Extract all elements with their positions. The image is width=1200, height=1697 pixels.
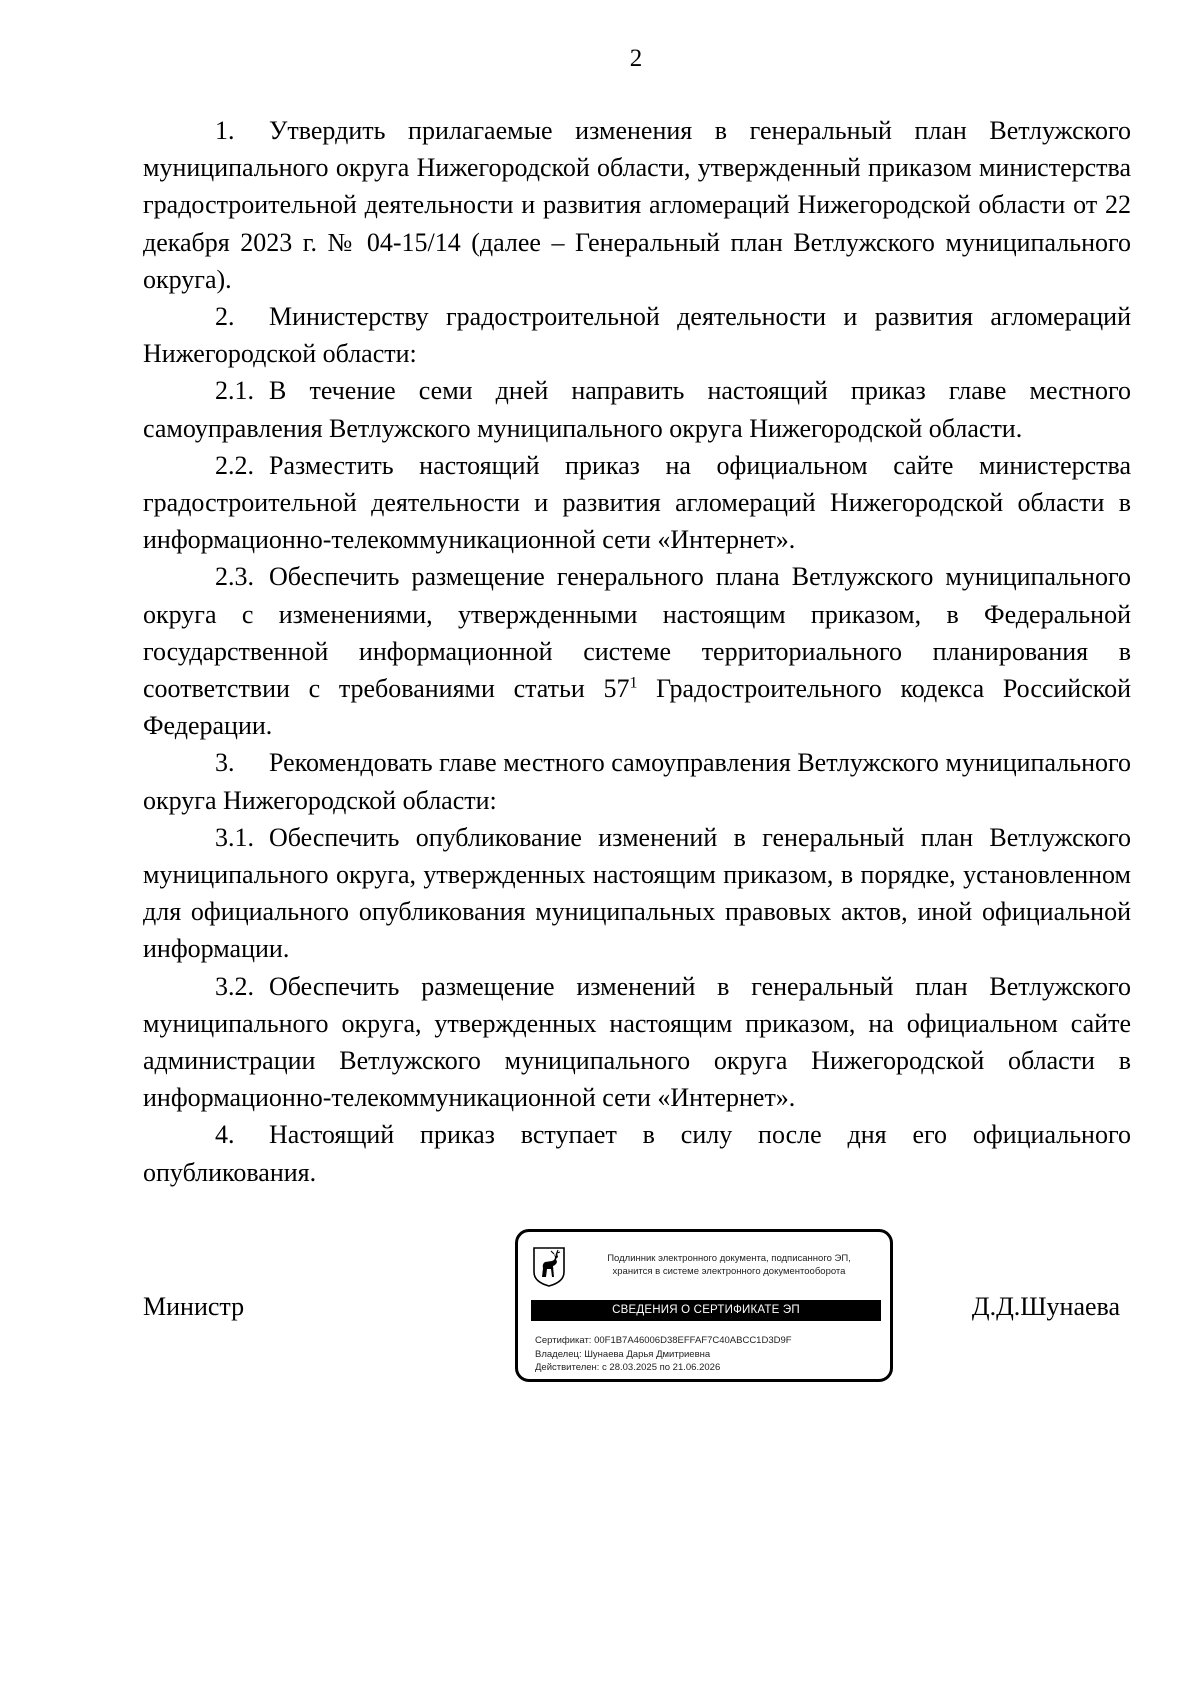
paragraph-4: [143, 1116, 1131, 1190]
paragraph-text: В течение семи дней направить настоящий приказ главе местного самоуправления Ветлужского муниципального округа Нижегородской области.: [143, 376, 1131, 443]
paragraph-text: Обеспечить размещение изменений в генеральный план Ветлужского муниципального округа, утвержденных настоящим приказом, на официальном сайте администрации Ветлужского муниципального округа Нижегородской области в информационно-телекоммуникационной сети «Интернет».: [143, 971, 1131, 1113]
paragraph-text-continued: Градостроительного кодекса Российской Федерации.: [143, 674, 1131, 741]
certificate-validity: Действителен: с 28.03.2025 по 21.06.2026: [535, 1362, 721, 1373]
paragraph-number: 3.: [215, 748, 235, 778]
paragraph-3-2: [143, 968, 1131, 1117]
paragraph-text: Обеспечить размещение генерального плана Ветлужского муниципального округа с изменениями, утвержденными настоящим приказом, в Федеральной государственной информационной системе территориального планирования в соответствии с требованиями статьи 57: [143, 562, 1131, 704]
stamp-note-line-1: Подлинник электронного документа, подписанного ЭП,: [607, 1253, 851, 1264]
paragraph-number: 2.2.: [215, 450, 254, 480]
paragraph-number: 1.: [215, 116, 235, 145]
stamp-note-line-2: хранится в системе электронного документооборота: [612, 1266, 846, 1277]
page-number: 2: [629, 45, 643, 72]
paragraph-number: 3.1.: [215, 822, 254, 852]
paragraph-2: [143, 298, 1131, 372]
paragraph-number: 2.: [215, 302, 235, 332]
stamp-note: [574, 1252, 884, 1278]
paragraph-2-3: [143, 558, 1131, 744]
paragraph-number: 3.2.: [215, 971, 254, 1001]
paragraph-number: 4.: [215, 1120, 235, 1150]
superscript: 1: [629, 674, 638, 692]
paragraph-text: Рекомендовать главе местного самоуправления Ветлужского муниципального округа Нижегородской области:: [143, 748, 1131, 815]
paragraph-text: Настоящий приказ вступает в силу после дня его официального опубликования.: [143, 1120, 1131, 1187]
certificate-number: Сертификат: 00F1B7A46006D38EFFAF7C40ABCC1D3D9F: [535, 1335, 792, 1346]
signer-name: Д.Д.Шунаева: [971, 1292, 1120, 1321]
signer-position: Министр: [143, 1292, 245, 1321]
paragraph-number: 2.3.: [215, 562, 254, 592]
paragraph-3: [143, 744, 1131, 818]
paragraph-number: 2.1.: [215, 376, 254, 406]
certificate-owner: Владелец: Шунаева Дарья Дмитриевна: [535, 1348, 711, 1360]
paragraph-text: Утвердить прилагаемые изменения в генеральный план Ветлужского муниципального округа Нижегородской области, утвержденный приказом министерства градостроительной деятельности и развития агломераций Нижегородской области от 22 декабря 2023 г. № 04-15/14 (далее – Генеральный план Ветлужского муниципального округа).: [143, 116, 1131, 294]
certificate-details: [535, 1334, 792, 1375]
paragraph-2-1: [143, 372, 1131, 446]
paragraph-text: Министерству градостроительной деятельности и развития агломераций Нижегородской области:: [143, 302, 1131, 369]
paragraph-text: Обеспечить опубликование изменений в генеральный план Ветлужского муниципального округа, утвержденных настоящим приказом, в порядке, установленном для официального опубликования муниципальных правовых актов, иной официальной информации.: [143, 822, 1131, 964]
deer-coat-of-arms-icon: [532, 1246, 566, 1288]
electronic-signature-stamp: [515, 1229, 893, 1382]
paragraph-text: Разместить настоящий приказ на официальном сайте министерства градостроительной деятельности и развития агломераций Нижегородской области в информационно-телекоммуникационной сети «Интернет».: [143, 450, 1131, 555]
paragraph-3-1: [143, 819, 1131, 968]
certificate-banner: СВЕДЕНИЯ О СЕРТИФИКАТЕ ЭП: [531, 1300, 881, 1321]
paragraph-2-2: [143, 447, 1131, 559]
document-body: [143, 112, 1131, 1191]
paragraph-1: [143, 112, 1131, 298]
